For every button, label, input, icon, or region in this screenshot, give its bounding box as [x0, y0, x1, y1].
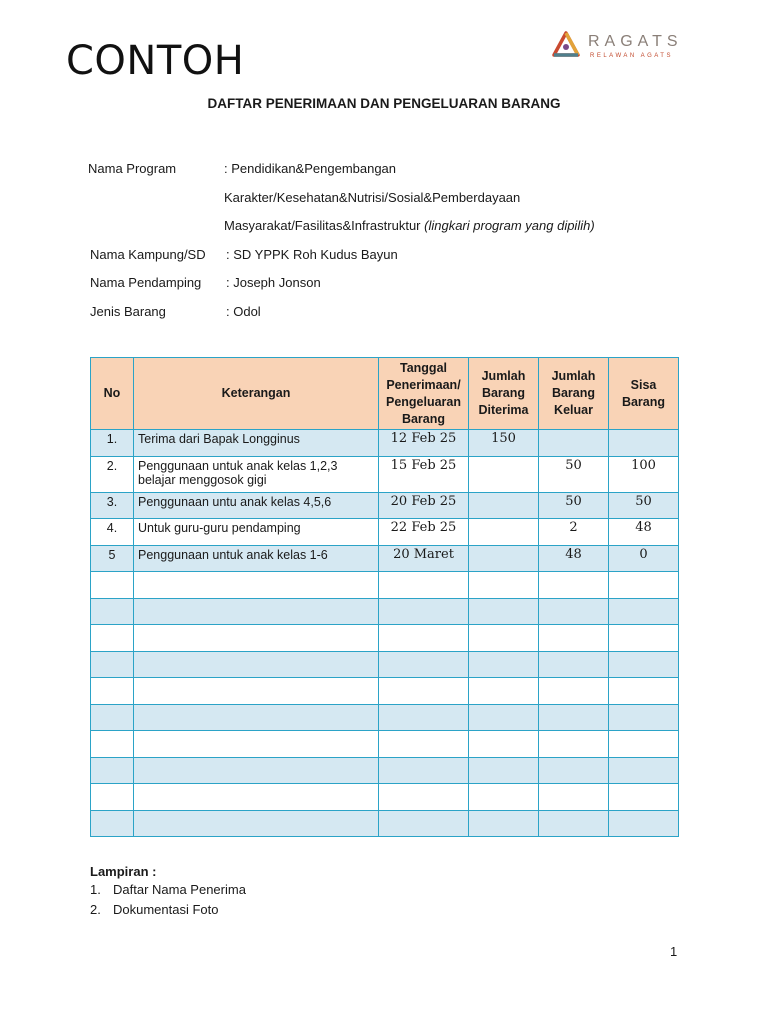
empty-row: [91, 651, 679, 678]
lampiran-section: [90, 864, 246, 922]
program-line-3-text: Masyarakat/Fasilitas&Infrastruktur: [224, 218, 421, 233]
cell-sisa: 48: [609, 519, 679, 546]
empty-row: [91, 731, 679, 758]
cell-no: 4.: [91, 519, 134, 546]
table-row: [91, 545, 679, 572]
cell-keluar: 50: [539, 492, 609, 519]
pendamping-label: Nama Pendamping: [90, 275, 202, 290]
empty-row: [91, 757, 679, 784]
pendamping-value: : Joseph Jonson: [226, 275, 321, 290]
header-sisa: Sisa Barang: [609, 358, 679, 430]
page-number: 1: [670, 944, 678, 959]
lampiran-heading: Lampiran :: [90, 864, 157, 879]
list-item-text: Daftar Nama Penerima: [113, 882, 246, 897]
program-line-2: Karakter/Kesehatan&Nutrisi/Sosial&Pemberdayaan: [224, 190, 521, 205]
program-line-3: [224, 218, 595, 233]
program-label: Nama Program: [88, 161, 177, 176]
kampung-label: Nama Kampung/SD: [90, 247, 206, 262]
cell-keterangan: Terima dari Bapak Longginus: [134, 430, 379, 457]
cell-sisa: 50: [609, 492, 679, 519]
program-line-1: : Pendidikan&Pengembangan: [224, 161, 397, 176]
cell-tanggal: 12 Feb 25: [379, 430, 469, 457]
cell-keterangan: Penggunaan untu anak kelas 4,5,6: [134, 492, 379, 519]
empty-row: [91, 625, 679, 652]
cell-diterima: [469, 545, 539, 572]
table-row: [91, 519, 679, 546]
table-row: [91, 492, 679, 519]
list-item: [90, 902, 219, 922]
list-item-number: 1.: [90, 882, 101, 897]
empty-row: [91, 572, 679, 599]
register-table: [90, 357, 679, 837]
empty-row: [91, 810, 679, 837]
header-tanggal: Tanggal Penerimaan/ Pengeluaran Barang: [379, 358, 469, 430]
ragats-logo-icon: [551, 30, 581, 60]
cell-tanggal: 20 Feb 25: [379, 492, 469, 519]
cell-no: 5: [91, 545, 134, 572]
table-row: [91, 430, 679, 457]
table-header-row: [91, 358, 679, 430]
list-item: [90, 882, 246, 902]
list-item-number: 2.: [90, 902, 101, 917]
header-keterangan: Keterangan: [134, 358, 379, 430]
barang-value: : Odol: [226, 304, 261, 319]
cell-keluar: 50: [539, 456, 609, 492]
cell-diterima: [469, 519, 539, 546]
empty-row: [91, 704, 679, 731]
logo-tagline: RELAWAN AGATS: [590, 53, 673, 59]
header-diterima: Jumlah Barang Diterima: [469, 358, 539, 430]
cell-sisa: 0: [609, 545, 679, 572]
cell-keluar: 2: [539, 519, 609, 546]
list-item-text: Dokumentasi Foto: [113, 902, 219, 917]
program-note: (lingkari program yang dipilih): [424, 218, 595, 233]
cell-keterangan: Penggunaan untuk anak kelas 1,2,3 belajar menggosok gigi: [134, 456, 379, 492]
kampung-value: : SD YPPK Roh Kudus Bayun: [226, 247, 398, 262]
header-keluar: Jumlah Barang Keluar: [539, 358, 609, 430]
cell-keluar: 48: [539, 545, 609, 572]
barang-label: Jenis Barang: [90, 304, 166, 319]
logo-name: RAGATS: [588, 33, 683, 50]
cell-tanggal: 20 Maret: [379, 545, 469, 572]
cell-no: 1.: [91, 430, 134, 457]
cell-keterangan: Untuk guru-guru pendamping: [134, 519, 379, 546]
cell-keterangan: Penggunaan untuk anak kelas 1-6: [134, 545, 379, 572]
empty-row: [91, 598, 679, 625]
cell-no: 3.: [91, 492, 134, 519]
cell-diterima: 150: [469, 430, 539, 457]
table-row: [91, 456, 679, 492]
cell-tanggal: 22 Feb 25: [379, 519, 469, 546]
watermark-contoh: CONTOH: [66, 38, 245, 84]
cell-no: 2.: [91, 456, 134, 492]
cell-diterima: [469, 456, 539, 492]
cell-sisa: 100: [609, 456, 679, 492]
empty-row: [91, 784, 679, 811]
cell-diterima: [469, 492, 539, 519]
document-title: DAFTAR PENERIMAAN DAN PENGELUARAN BARANG: [207, 96, 561, 111]
cell-sisa: [609, 430, 679, 457]
cell-keluar: [539, 430, 609, 457]
cell-tanggal: 15 Feb 25: [379, 456, 469, 492]
ragats-logo: [551, 26, 686, 66]
empty-row: [91, 678, 679, 705]
header-no: No: [91, 358, 134, 430]
